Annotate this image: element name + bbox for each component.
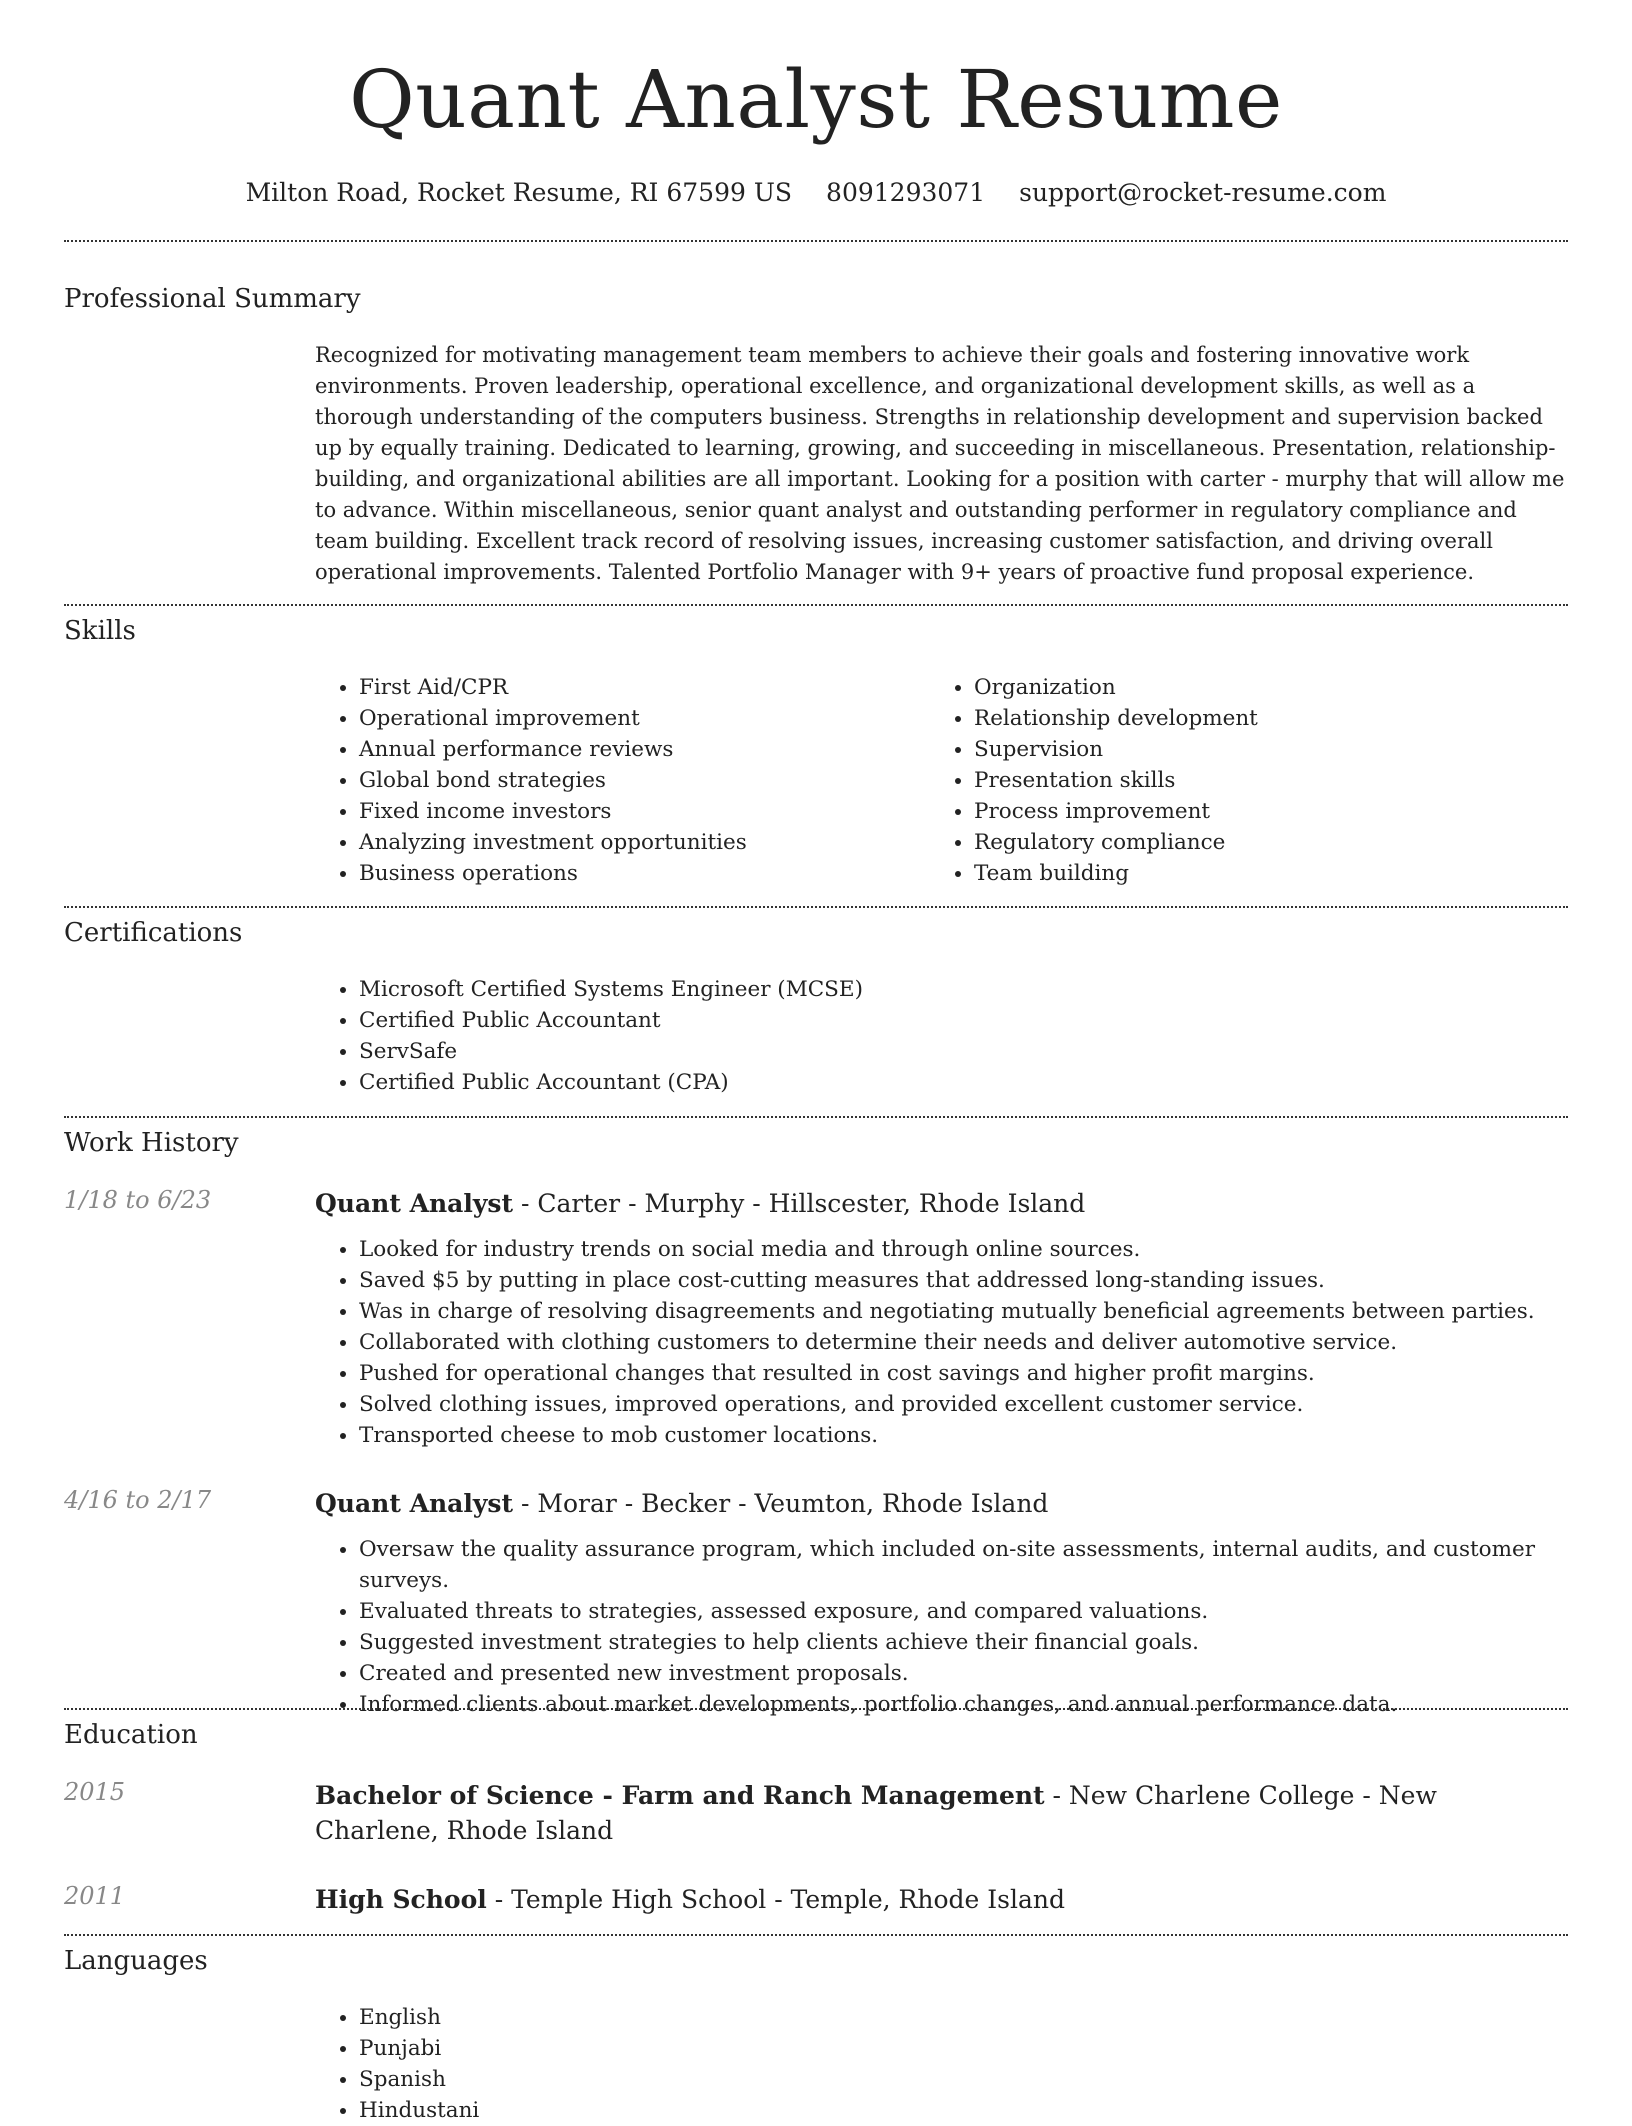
section-divider — [64, 906, 1568, 908]
skill-item: • Business operations — [359, 858, 930, 889]
section-divider — [64, 240, 1568, 242]
skill-item: • Relationship development — [974, 703, 1545, 734]
language-item: • Punjabi — [359, 2033, 1568, 2064]
certifications-section — [315, 974, 1568, 1098]
job-bullet: • Informed clients about market developments, portfolio changes, and annual performance data. — [359, 1689, 1568, 1720]
education-school: - Temple High School - Temple, Rhode Island — [486, 1885, 1065, 1914]
job-title — [315, 1186, 1568, 1221]
skill-item: • Team building — [974, 858, 1545, 889]
job-bullet: • Transported cheese to mob customer locations. — [359, 1420, 1568, 1451]
section-divider — [64, 1116, 1568, 1118]
skill-item: • Organization — [974, 672, 1545, 703]
job-bullet: • Looked for industry trends on social media and through online sources. — [359, 1234, 1568, 1265]
job-bullets — [315, 1534, 1568, 1720]
job-role: Quant Analyst — [315, 1489, 513, 1518]
job-bullet: • Was in charge of resolving disagreements and negotiating mutually beneficial agreements between parties. — [359, 1296, 1568, 1327]
job-employer: - Carter - Murphy - Hillscester, Rhode Island — [513, 1189, 1086, 1218]
languages-section — [315, 2002, 1568, 2126]
certification-item: • ServSafe — [359, 1036, 1568, 1067]
job-employer: - Morar - Becker - Veumton, Rhode Island — [513, 1489, 1049, 1518]
education-date: 2011 — [64, 1882, 126, 1910]
skills-heading: Skills — [64, 616, 136, 646]
skills-column-right — [930, 672, 1545, 889]
language-item: • English — [359, 2002, 1568, 2033]
resume-header — [0, 0, 1632, 207]
education-title — [315, 1882, 1568, 1917]
contact-phone: 8091293071 — [826, 178, 986, 207]
skill-item: • Fixed income investors — [359, 796, 930, 827]
skill-item: • Annual performance reviews — [359, 734, 930, 765]
certifications-heading: Certifications — [64, 918, 243, 948]
job-bullet: • Evaluated threats to strategies, assessed exposure, and compared valuations. — [359, 1596, 1568, 1627]
education-title — [315, 1778, 1568, 1848]
contact-address: Milton Road, Rocket Resume, RI 67599 US — [245, 178, 793, 207]
certification-item: • Microsoft Certified Systems Engineer (MCSE) — [359, 974, 1568, 1005]
job-date: 1/18 to 6/23 — [64, 1186, 212, 1214]
skills-column-left — [315, 672, 930, 889]
skill-item: • Regulatory compliance — [974, 827, 1545, 858]
contact-email: support@rocket-resume.com — [1019, 178, 1387, 207]
job-bullet: • Suggested investment strategies to help clients achieve their financial goals. — [359, 1627, 1568, 1658]
languages-heading: Languages — [64, 1946, 208, 1976]
skill-item: • Supervision — [974, 734, 1545, 765]
job-role: Quant Analyst — [315, 1189, 513, 1218]
education-school: - New Charlene College - New Charlene, Rhode Island — [315, 1781, 1437, 1845]
summary-text: Recognized for motivating management team members to achieve their goals and fostering innovative work environments. Proven leadership, operational excellence, and organizational development skills, as well as a thorough understanding of the computers business. Strengths in relationship development and supervision backed up by equally training. Dedicated to learning, growing, and succeeding in miscellaneous. Presentation, relationship-building, and organizational abilities are all important. Looking for a position with carter - murphy that will allow me to advance. Within miscellaneous, senior quant analyst and outstanding performer in regulatory compliance and team building. Excellent track record of resolving issues, increasing customer satisfaction, and driving overall operational improvements. Talented Portfolio Manager with 9+ years of proactive fund proposal experience. — [315, 343, 1565, 584]
skill-item: • First Aid/CPR — [359, 672, 930, 703]
education-heading: Education — [64, 1720, 198, 1750]
skills-section — [315, 672, 1568, 889]
certification-item: • Certified Public Accountant — [359, 1005, 1568, 1036]
job-bullets — [315, 1234, 1568, 1451]
language-item: • Hindustani — [359, 2095, 1568, 2126]
language-item: • Spanish — [359, 2064, 1568, 2095]
section-divider — [64, 1708, 1568, 1710]
education-degree: High School — [315, 1885, 487, 1914]
education-date: 2015 — [64, 1778, 126, 1806]
contact-line — [0, 178, 1632, 207]
skill-item: • Presentation skills — [974, 765, 1545, 796]
resume-name: Quant Analyst Resume — [349, 53, 1283, 146]
certification-item: • Certified Public Accountant (CPA) — [359, 1067, 1568, 1098]
job-bullet: • Solved clothing issues, improved operations, and provided excellent customer service. — [359, 1389, 1568, 1420]
job-bullet: • Oversaw the quality assurance program, which included on-site assessments, internal audits, and customer surveys. — [359, 1534, 1568, 1596]
job-bullet: • Created and presented new investment proposals. — [359, 1658, 1568, 1689]
skill-item: • Analyzing investment opportunities — [359, 827, 930, 858]
job-bullet: • Pushed for operational changes that resulted in cost savings and higher profit margins. — [359, 1358, 1568, 1389]
skills-grid — [315, 672, 1568, 889]
work-history-heading: Work History — [64, 1128, 239, 1158]
skill-item: • Operational improvement — [359, 703, 930, 734]
skill-item: • Process improvement — [974, 796, 1545, 827]
job-date: 4/16 to 2/17 — [64, 1486, 212, 1514]
education-degree: Bachelor of Science - Farm and Ranch Management — [315, 1781, 1045, 1810]
summary-heading: Professional Summary — [64, 284, 361, 314]
section-divider — [64, 1934, 1568, 1936]
job-bullet: • Collaborated with clothing customers to determine their needs and deliver automotive service. — [359, 1327, 1568, 1358]
job-title — [315, 1486, 1568, 1521]
section-divider — [64, 604, 1568, 606]
job-bullet: • Saved $5 by putting in place cost-cutting measures that addressed long-standing issues. — [359, 1265, 1568, 1296]
summary-section — [315, 340, 1568, 588]
skill-item: • Global bond strategies — [359, 765, 930, 796]
